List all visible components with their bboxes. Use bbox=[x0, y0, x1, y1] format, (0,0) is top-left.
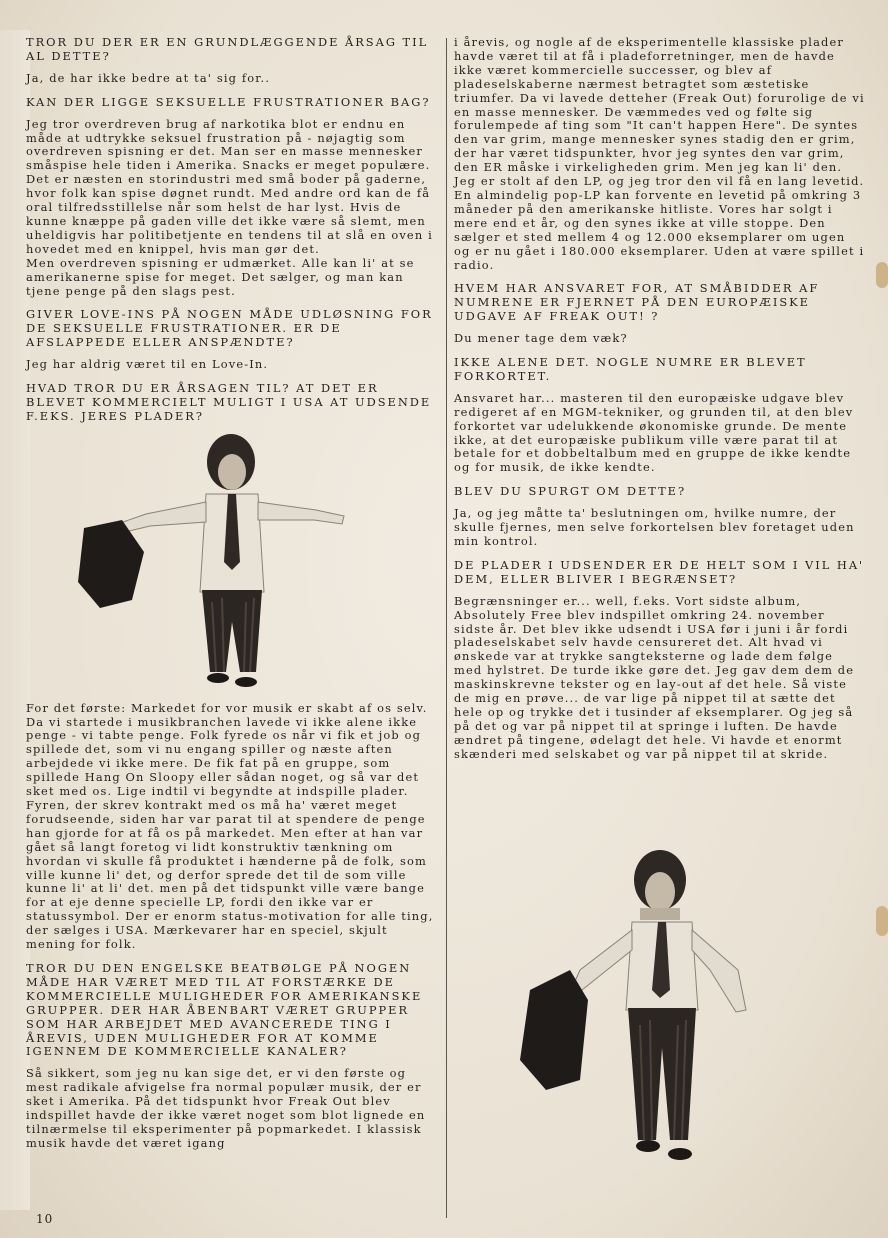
interview-answer: Jeg tror overdreven brug af narkotika blot er endnu en måde at udtrykke seksuel frustration på - nøjagtig som overdreven spisning er det. Man ser en masse mennesker småspise hele tiden i Amerika. Snacks er meget populære. Det er næsten en storindustri med små boder på gaderne, hvor folk kan spise døgnet rundt. Med andre ord kan de få oral tilfredsstillelse når som helst de har lyst. Hvis de kunne knæppe på gaden ville det ikke være så slemt, men uheldigvis har politibetjente en tendens til at slå en oven i hovedet med en knippel, hvis man gør det. Men overdreven spisning er udmærket. Alle kan li' at se amerikanerne spise for meget. Det sælger, og man kan tjene penge på den slags pest. bbox=[26, 116, 433, 298]
interview-question: TROR DU DER ER EN GRUNDLÆGGENDE ÅRSAG TIL AL DETTE? bbox=[26, 35, 429, 63]
interview-answer: For det første: Markedet for vor musik er skabt af os selv. Da vi startede i musikbranchen lavede vi ikke alene ikke penge - vi tabte penge. Folk fyrede os når vi fik et job og spillede det, som vi nu engang spiller og næste aften arbejdede vi ikke mere. De fik fat på en gruppe, som spillede Hang On Sloopy eller sådan noget, og så var det sket med os. Lige indtil vi begyndte at indspille plader. Fyren, der skrev kontrakt med os må ha' været meget forudseende, siden har var parat til at spendere de penge han gjorde for at få os på markedet. Men efter at han var gået så langt foretog vi lidt konstruktiv tænkning om hvordan vi skulle få produktet i hænderne på de folk, som ville kunne li' det, og derfor sprede det til de som ville kunne li' at li' det. men på det tidspunkt ville være bange for at eje denne specielle LP, fordi den ikke var er statussymbol. Der er enorm status-motivation for alle ting, der sælges i USA. Mærkevarer har en speciel, skjult mening for folk. bbox=[26, 700, 434, 952]
interview-answer: Jeg har aldrig været til en Love-In. bbox=[26, 357, 269, 372]
interview-answer: Begrænsninger er... well, f.eks. Vort sidste album, Absolutely Free blev indspillet omkring 24. november sidste år. Det blev ikke udsendt i USA før i juni i år fordi pladeselskabet selv havde censureret det. Alt hvad vi ønskede var at trykke sangteksterne og lade dem følge med hylstret. De turde ikke gøre det. Jeg gav dem dem de maskinskrevne tekster og en lay-out af det hele. Så viste de mig en prøve... de var lige på nippet til at sætte det hele op og trykke det i tusinder af eksemplarer. Og jeg så på det og var på nippet til at springe i luften. De havde ændret på tingene, ødelagt det hele. Vi havde et enormt skænderi med selskabet og var på nippet til at skride. bbox=[454, 593, 855, 761]
interview-question: HVEM HAR ANSVARET FOR, AT SMÅBIDDER AF NUMRENE ER FJERNET PÅ DEN EUROPÆISKE UDGAVE AF FREAK OUT! ? bbox=[454, 281, 820, 324]
left-text-column bbox=[26, 36, 436, 1161]
interview-answer: Ja, og jeg måtte ta' beslutningen om, hvilke numre, der skulle fjernes, men selve forkortelsen blev foretaget uden min kontrol. bbox=[454, 506, 855, 548]
interview-question: HVAD TROR DU ER ÅRSAGEN TIL? AT DET ER BLEVET KOMMERCIELT MULIGT I USA AT UDSENDE F.EKS. JERES PLADER? bbox=[26, 381, 432, 423]
interview-question: DE PLADER I UDSENDER ER DE HELT SOM I VIL HA' DEM, ELLER BLIVER I BEGRÆNSET? bbox=[454, 557, 865, 586]
interview-question: BLEV DU SPURGT OM DETTE? bbox=[454, 484, 687, 499]
photo-man-walking bbox=[510, 840, 770, 1160]
interview-question: GIVER LOVE-INS PÅ NOGEN MÅDE UDLØSNING FOR DE SEKSUELLE FRUSTRATIONER. ER DE AFSLAPPEDE ELLER ANSPÆNDTE? bbox=[26, 307, 433, 350]
page-stain bbox=[876, 262, 888, 288]
interview-question: KAN DER LIGGE SEKSUELLE FRUSTRATIONER BAG? bbox=[26, 94, 431, 109]
interview-answer: Ansvaret har... masteren til den europæiske udgave blev redigeret af en MGM-tekniker, og grunden til, at den blev forkortet var udelukkende økonomiske grunde. De mente ikke, at det europæiske publikum ville være parat til at betale for et dobbeltalbum med en gruppe de ikke kendte og for musik, de ikke kendte. bbox=[454, 390, 854, 475]
interview-question: TROR DU DEN ENGELSKE BEATBØLGE PÅ NOGEN MÅDE HAR VÆRET MED TIL AT FORSTÆRKE DE KOMMERCIELLE MULIGHEDER FOR AMERIKANSKE GRUPPER. DER HAR ÅBENBART VÆRET GRUPPER SOM HAR ARBEJDET MED AVANCEREDE TING I ÅREVIS, UDEN MULIGHEDER FOR AT KOMME IGENNEM DE KOMMERCIELLE KANALER? bbox=[26, 960, 423, 1059]
right-text-column bbox=[454, 36, 866, 772]
interview-answer: Ja, de har ikke bedre at ta' sig for.. bbox=[26, 70, 271, 85]
interview-answer: Du mener tage dem væk? bbox=[454, 331, 628, 346]
interview-answer: Så sikkert, som jeg nu kan sige det, er vi den første og mest radikale afvigelse fra normal populær musik, der er sket i Amerika. På det tidspunkt hvor Freak Out blev indspillet havde der ikke været noget som blot lignede en tilnærmelse til eksperimenter på popmarkedet. I klassisk musik havde det været igang bbox=[26, 1066, 426, 1150]
column-divider bbox=[446, 38, 447, 1218]
interview-question: IKKE ALENE DET. NOGLE NUMRE ER BLEVET FORKORTET. bbox=[454, 355, 807, 383]
page-stain bbox=[876, 906, 888, 936]
photo-man-arms-outstretched bbox=[26, 432, 436, 688]
interview-answer: i årevis, og nogle af de eksperimentelle klassiske plader havde været til at få i pladeforretninger, men de havde ikke været kommercielle successer, og blev af pladeselskaberne nærmest betragtet som æstetiske triumfer. Da vi lavede detteher (Freak Out) forurolige de vi en masse mennesker. De væmmedes ved og følte sig forulempede af ting som "It can't happen Here". De syntes den var grim, mange mennesker synes stadig den er grim, der har været tidspunkter, hvor jeg syntes den var grim, den ER måske i virkeligheden grim. Men jeg kan li' den. Jeg er stolt af den LP, og jeg tror den vil få en lang levetid. En almindelig pop-LP kan forvente en levetid på omkring 3 måneder på den amerikanske hitliste. Vores har solgt i mere end et år, og den synes ikke at ville stoppe. Den sælger et sted mellem 4 og 12.000 eksemplarer om ugen og er nu gået i 180.000 eksemplarer. Uden at være spillet i radio. bbox=[454, 35, 865, 272]
page-number: 10 bbox=[36, 1212, 54, 1226]
photo-figure bbox=[26, 432, 436, 692]
